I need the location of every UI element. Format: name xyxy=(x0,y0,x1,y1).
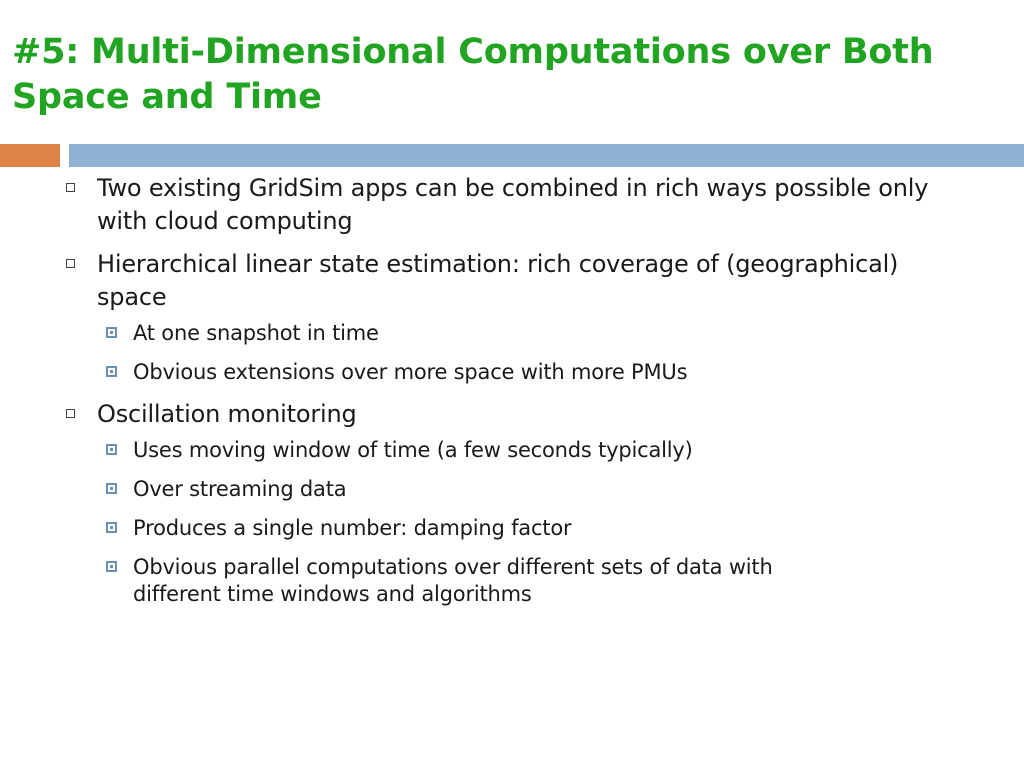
sub-bullet-list xyxy=(97,320,934,386)
slide-title: #5: Multi-Dimensional Computations over Both Space and Time xyxy=(12,32,934,117)
boxed-square-bullet-icon xyxy=(106,327,117,338)
sub-bullet-item xyxy=(0,554,934,608)
boxed-square-bullet-icon xyxy=(106,366,117,377)
bullet-text: Hierarchical linear state estimation: rich coverage of (geographical) space xyxy=(97,250,899,311)
hollow-square-bullet-icon xyxy=(66,259,75,268)
boxed-square-bullet-icon xyxy=(106,561,117,572)
sub-bullet-item xyxy=(0,515,934,542)
boxed-square-bullet-icon xyxy=(106,483,117,494)
sub-bullet-item xyxy=(0,320,934,347)
sub-bullet-text: Obvious extensions over more space with more PMUs xyxy=(133,360,688,384)
sub-bullet-item xyxy=(0,437,934,464)
bullet-text: Two existing GridSim apps can be combined in rich ways possible only with cloud computing xyxy=(97,174,929,235)
sub-bullet-item xyxy=(0,359,934,386)
sub-bullet-list xyxy=(97,437,934,608)
title-accent-bar-blue xyxy=(69,144,1024,167)
slide-body xyxy=(0,172,1024,620)
boxed-square-bullet-icon xyxy=(106,522,117,533)
hollow-square-bullet-icon xyxy=(66,409,75,418)
bullet-item xyxy=(0,172,1024,238)
bullet-item xyxy=(0,398,1024,608)
bullet-item xyxy=(0,248,1024,386)
bullet-text: Oscillation monitoring xyxy=(97,400,357,428)
title-accent-bar-orange xyxy=(0,144,60,167)
sub-bullet-text: Uses moving window of time (a few seconds typically) xyxy=(133,438,693,462)
boxed-square-bullet-icon xyxy=(106,444,117,455)
sub-bullet-text: Produces a single number: damping factor xyxy=(133,516,572,540)
sub-bullet-text: Obvious parallel computations over different sets of data with different time windows and algorithms xyxy=(133,555,773,606)
sub-bullet-text: Over streaming data xyxy=(133,477,347,501)
sub-bullet-text: At one snapshot in time xyxy=(133,321,379,345)
sub-bullet-item xyxy=(0,476,934,503)
bullet-list xyxy=(0,172,1024,608)
hollow-square-bullet-icon xyxy=(66,183,75,192)
